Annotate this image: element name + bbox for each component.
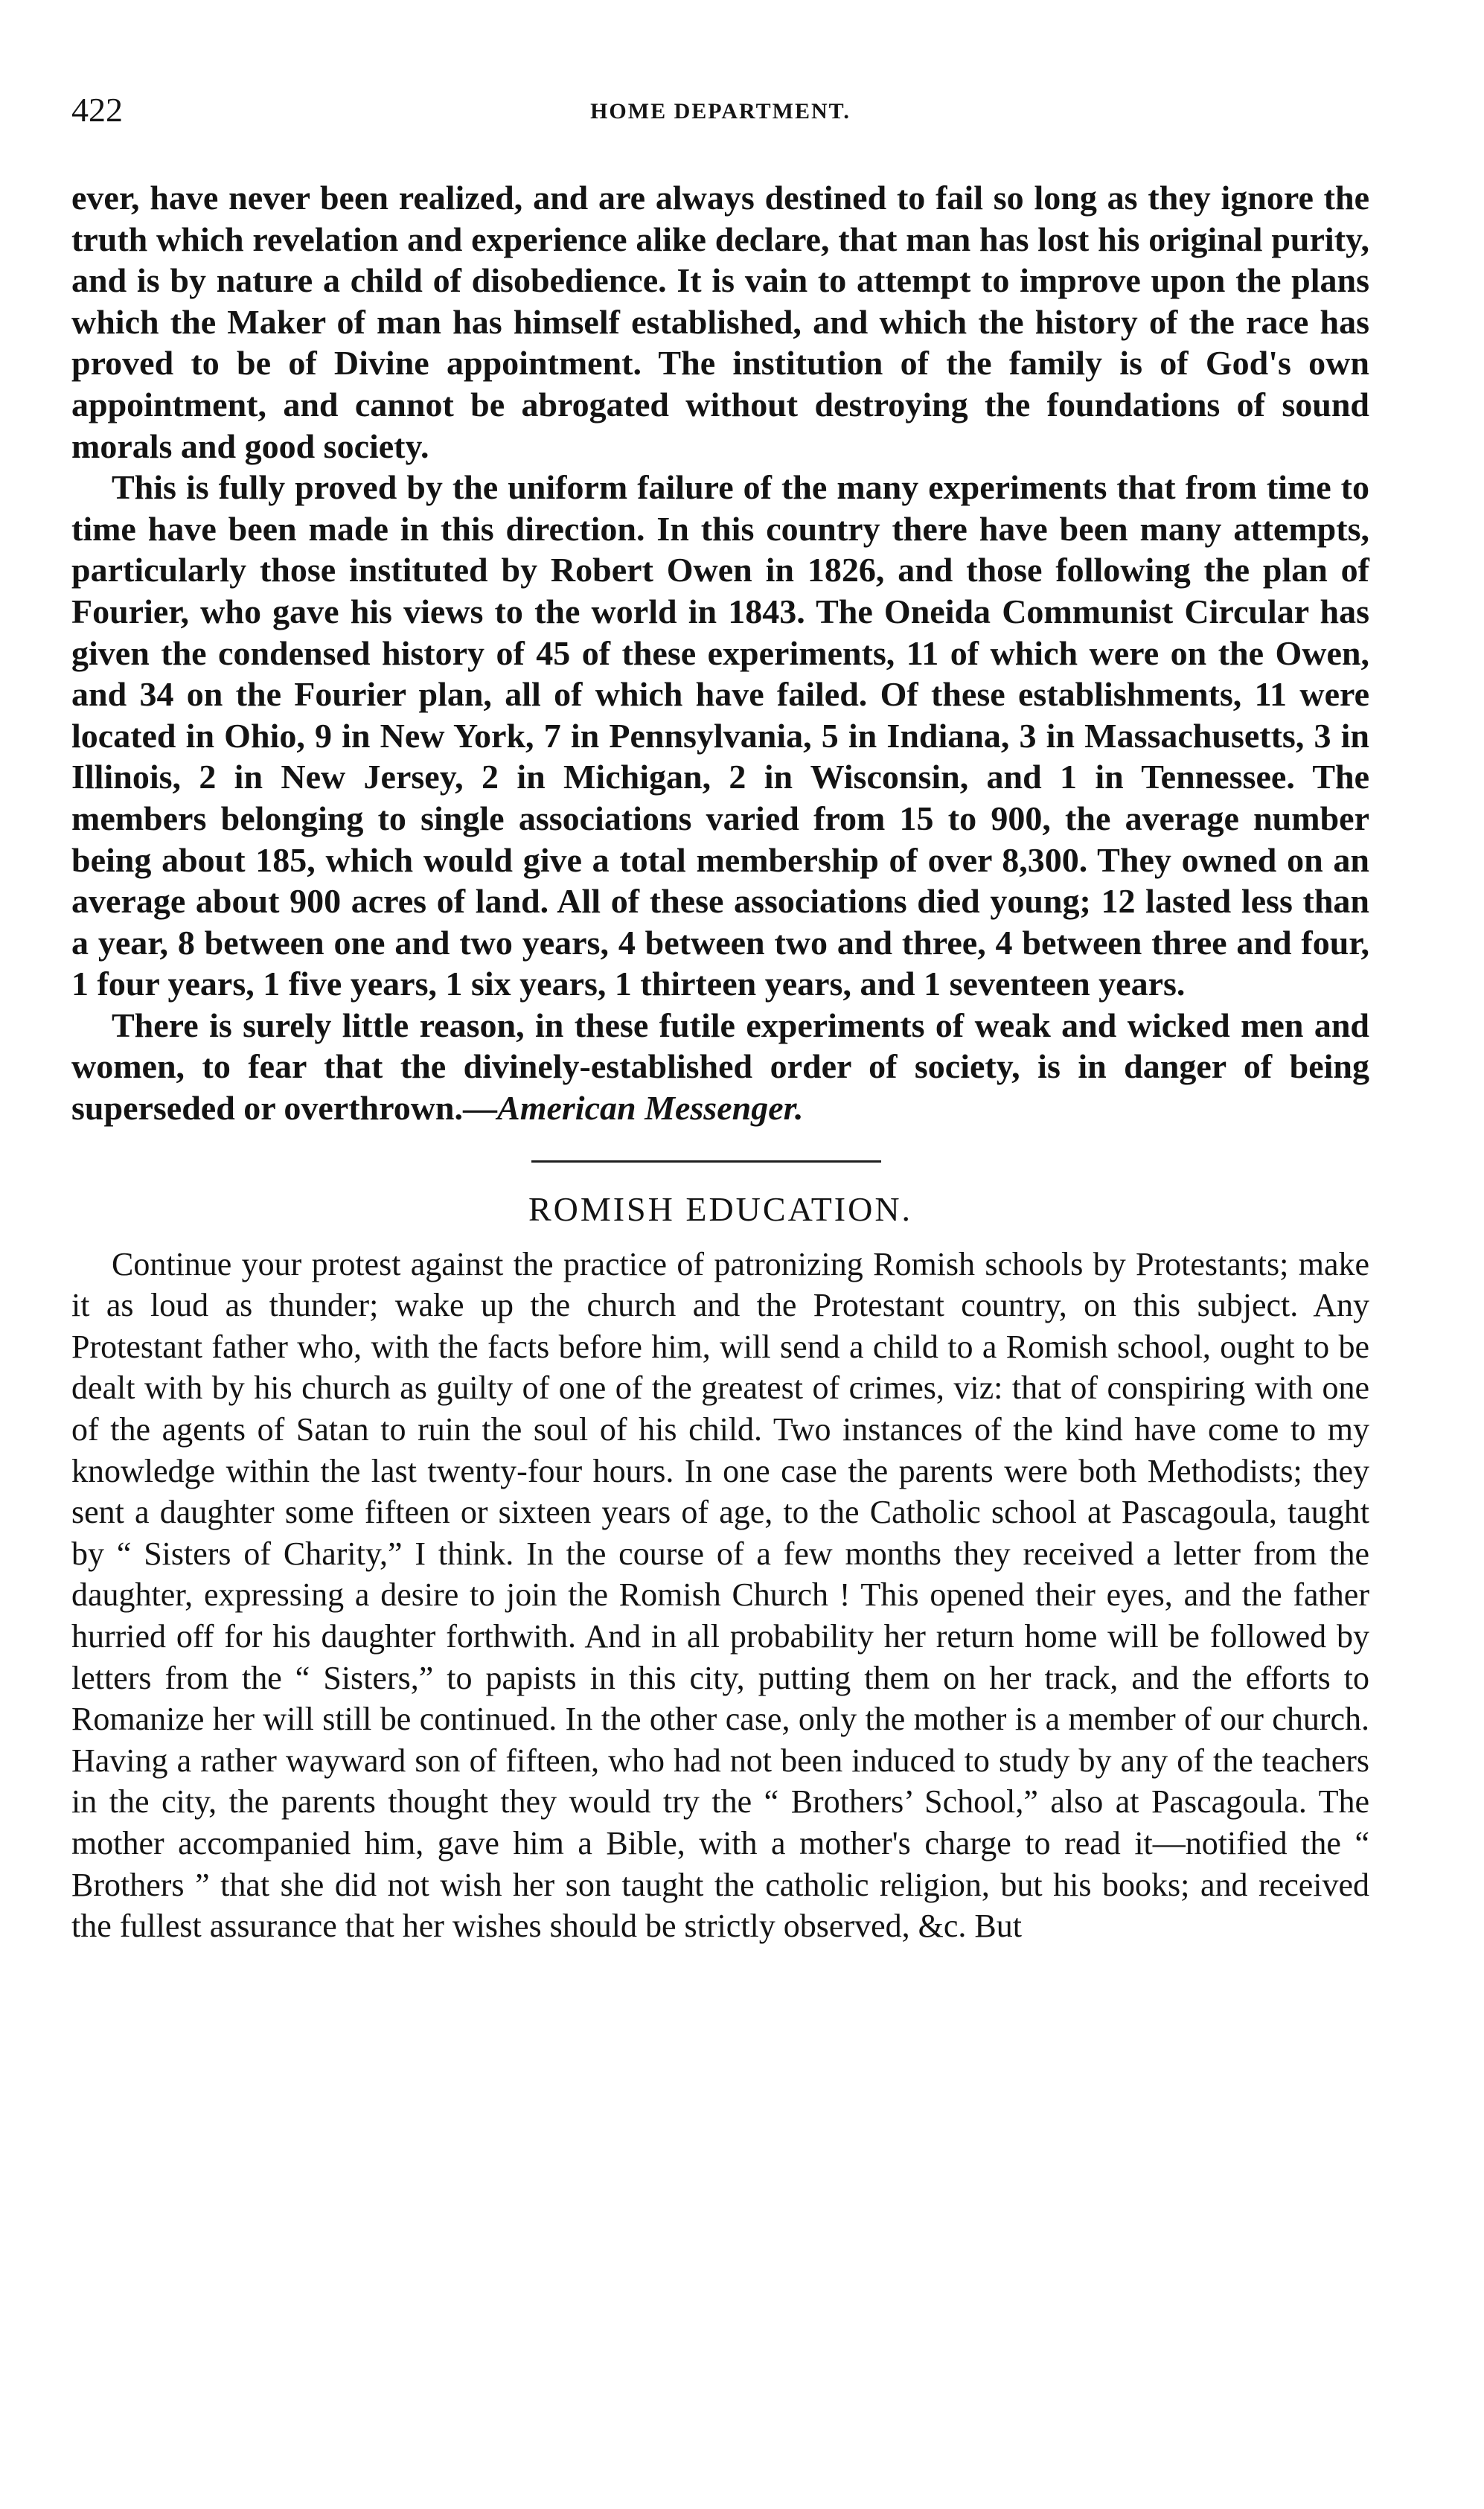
running-title: HOME DEPARTMENT.: [590, 99, 851, 124]
source-attribution: American Messenger.: [497, 1089, 804, 1128]
paragraph: Continue your protest against the practice of patronizing Romish schools by Protestants; make it as loud as thunder; wake up the church and the Protestant country, on this subject. Any Protestant father who, with the facts before him, will send a child to a Romish school, ought to be dealt with by his church as guilty of one of the greatest of crimes, viz: that of conspiring with one of the agents of Satan to ruin the soul of his child. Two instances of the kind have come to my knowledge within the last twenty-four hours. In one case the parents were both Methodists; they sent a daughter some fifteen or sixteen years of age, to the Catholic school at Pascagoula, taught by “ Sisters of Charity,” I think. In the course of a few months they received a letter from the daughter, expressing a desire to join the Romish Church ! This opened their eyes, and the father hurried off for his daughter forthwith. And in all probability her return home will be followed by letters from the “ Sisters,” to papists in this city, putting them on her track, and the efforts to Romanize her will still be continued. In the other case, only the mother is a member of our church. Having a rather wayward son of fifteen, who had not been induced to study by any of the teachers in the city, the parents thought they would try the “ Brothers’ School,” also at Pascagoula. The mother accompanied him, gave him a Bible, with a mother's charge to read it—notified the “ Brothers ” that she did not wish her son taught the catholic religion, but his books; and received the fullest assurance that her wishes should be strictly observed, &c. But: [71, 1245, 1369, 1945]
article-family-communities: [71, 177, 1369, 1129]
running-head: [71, 89, 1369, 149]
paragraph: This is fully proved by the uniform failure of the many experiments that from time to time have been made in this direction. In this country there have been many attempts, particularly those instituted by Robert Owen in 1826, and those following the plan of Fourier, who gave his views to the world in 1843. The Oneida Communist Circular has given the condensed history of 45 of these experiments, 11 of which were on the Owen, and 34 on the Fourier plan, all of which have failed. Of these establishments, 11 were located in Ohio, 9 in New York, 7 in Pennsylvania, 5 in Indiana, 3 in Massachusetts, 3 in Illinois, 2 in New Jersey, 2 in Michigan, 2 in Wisconsin, and 1 in Tennessee. The members belonging to single associations varied from 15 to 900, the average number being about 185, which would give a total membership of over 8,300. They owned on an average about 900 acres of land. All of these associations died young; 12 lasted less than a year, 8 between one and two years, 4 between two and three, 4 between three and four, 1 four years, 1 five years, 1 six years, 1 thirteen years, and 1 seventeen years.: [71, 468, 1369, 1003]
page-number: 422: [71, 91, 123, 129]
paragraph-closing: [71, 1005, 1369, 1129]
section-divider: [71, 1129, 1369, 1180]
paragraph: ever, have never been realized, and are always destined to fail so long as they ignore the truth which revelation and experience alike declare, that man has lost his original purity, and is by nature a child of disobedience. It is vain to attempt to improve upon the plans which the Maker of man has himself established, and which the history of the race has proved to be of Divine appointment. The institution of the family is of God's own appointment, and cannot be abrogated without destroying the foundations of sound morals and good society.: [71, 179, 1369, 465]
closing-text: There is surely little reason, in these futile experiments of weak and wicked men and women, to fear that the divinely-established order of society, is in danger of being superseded or overthrown.—: [71, 1006, 1369, 1128]
divider-rule: [531, 1160, 881, 1163]
section-title: ROMISH EDUCATION.: [528, 1189, 913, 1228]
article-romish-education: [71, 1187, 1369, 1947]
book-page: [71, 89, 1369, 1947]
